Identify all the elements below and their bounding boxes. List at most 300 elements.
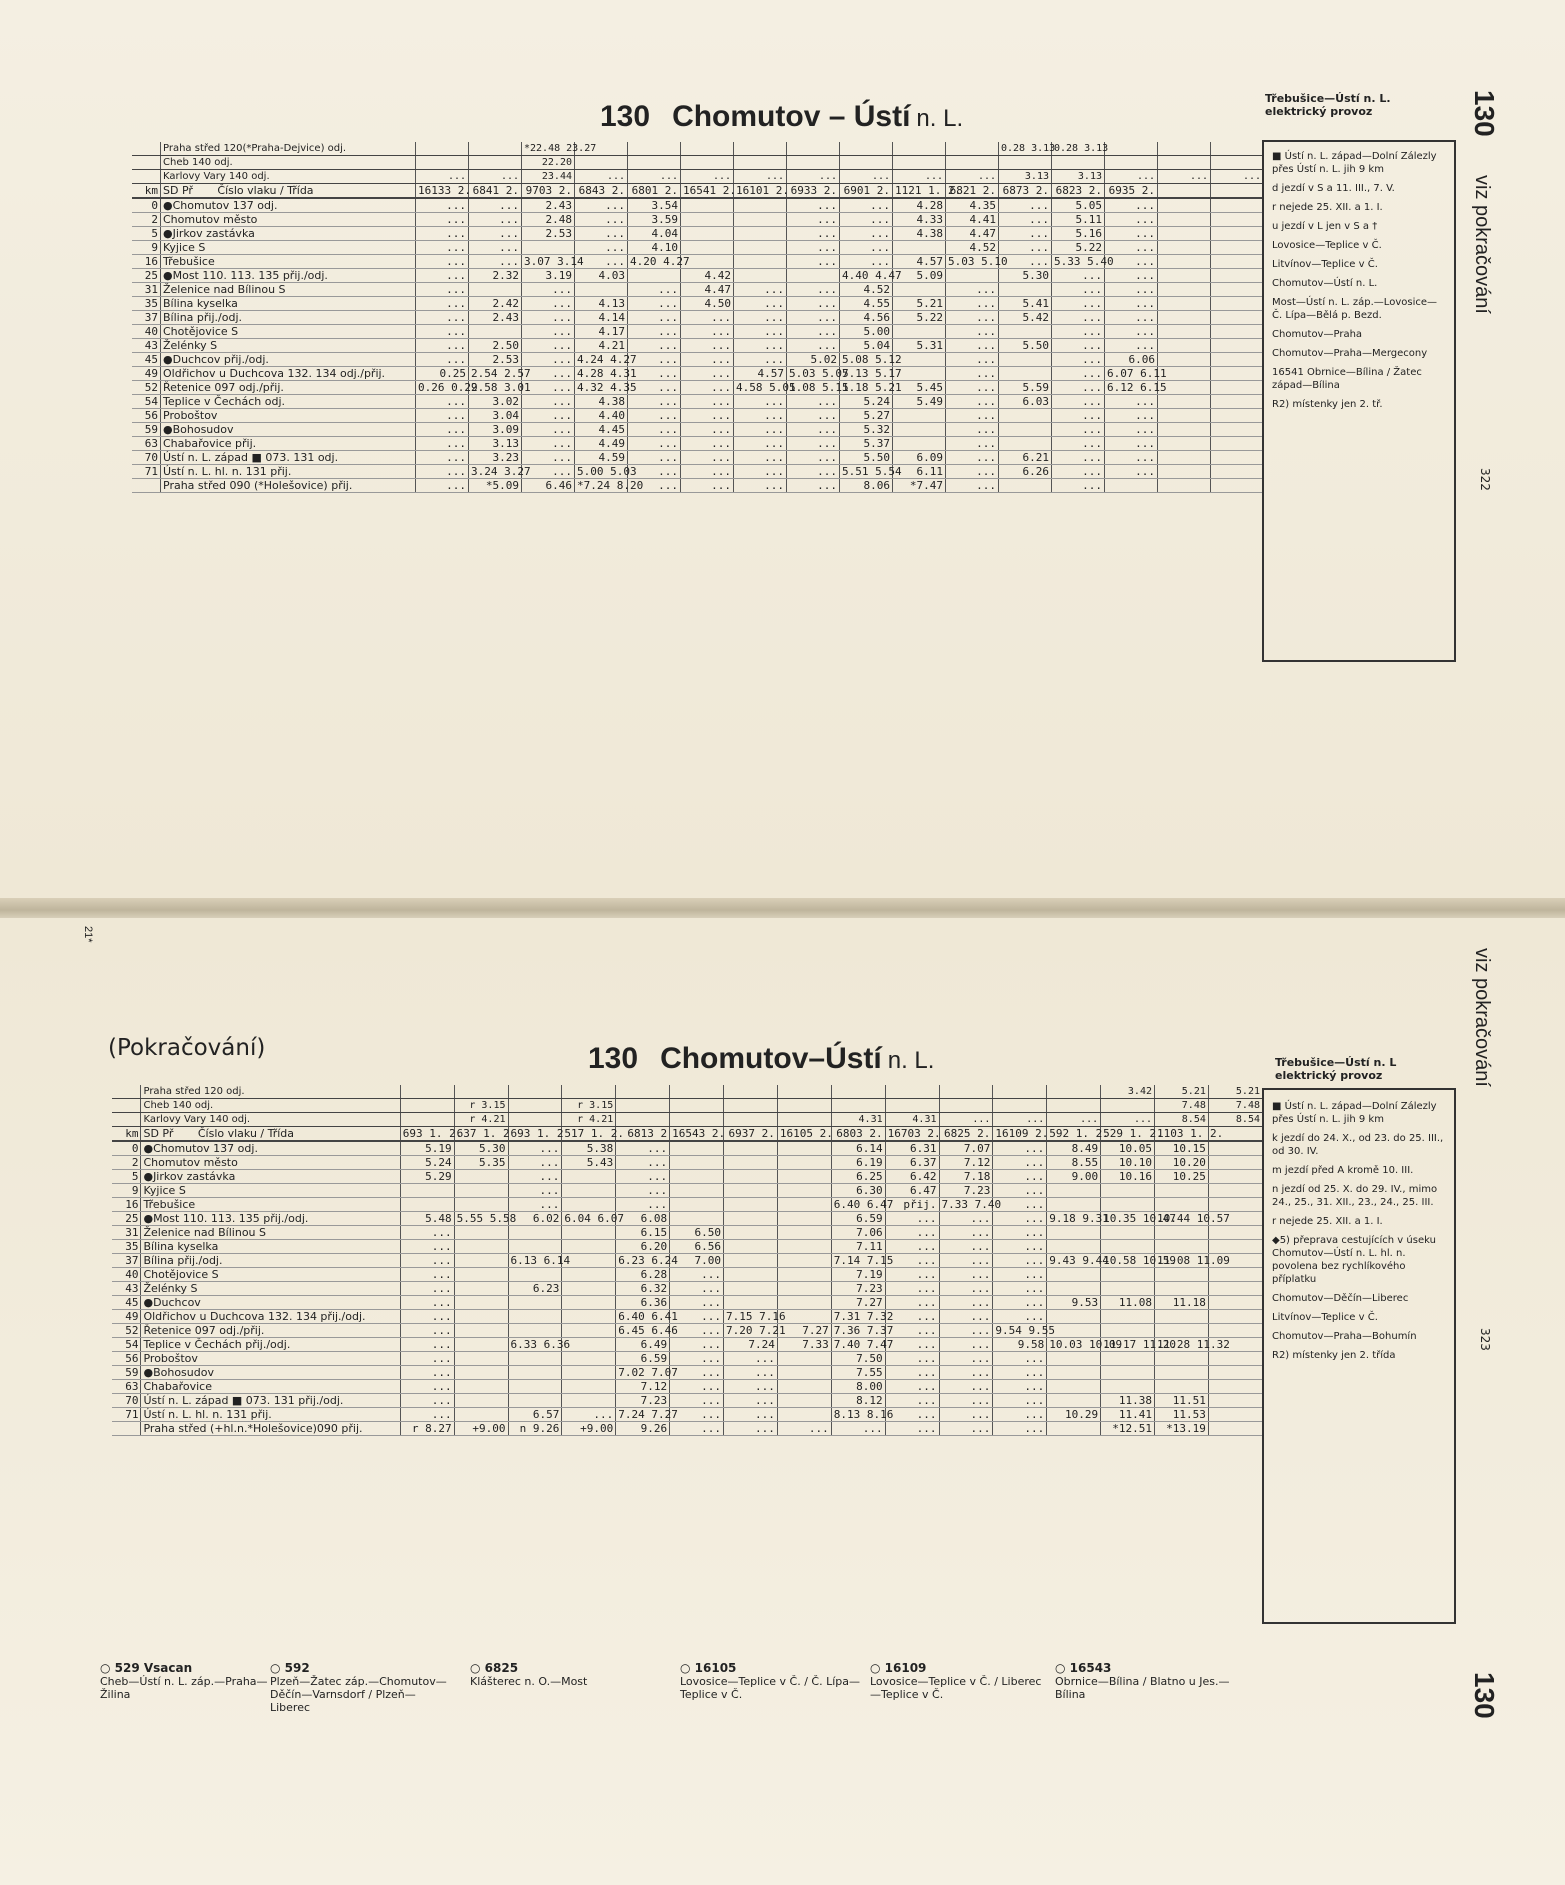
time-cell: ...	[734, 451, 787, 465]
time-cell	[1155, 1184, 1209, 1198]
time-cell	[999, 325, 1052, 339]
time-cell: 6843 2.	[575, 184, 628, 199]
table-row	[112, 1366, 1262, 1380]
time-cell: ...	[1052, 479, 1105, 493]
station-cell: Ústí n. L. hl. n. 131 přij.	[161, 465, 416, 479]
table-row	[132, 367, 1263, 381]
time-cell: ...	[416, 255, 469, 269]
time-cell	[1155, 1198, 1209, 1212]
time-cell: ...	[734, 479, 787, 493]
time-cell: ...	[681, 465, 734, 479]
time-cell	[681, 142, 734, 156]
time-cell: ...	[787, 255, 840, 269]
time-cell	[999, 423, 1052, 437]
time-cell: ...	[939, 1296, 993, 1310]
time-cell: ...	[993, 1113, 1047, 1127]
time-cell	[400, 1085, 454, 1099]
time-cell: ...	[885, 1282, 939, 1296]
time-cell: 5.22	[893, 311, 946, 325]
side-table-number: 130	[1469, 1672, 1500, 1719]
time-cell: ...	[416, 269, 469, 283]
time-cell	[616, 1099, 670, 1113]
note-item: ■ Ústí n. L. západ—Dolní Zálezly přes Ústí n. L. jih 9 km	[1272, 1101, 1437, 1125]
time-cell: ...	[1158, 170, 1211, 184]
time-cell: 6935 2.	[1105, 184, 1158, 199]
time-cell: ...	[522, 409, 575, 423]
time-cell	[1158, 479, 1211, 493]
time-cell: 10.10	[1101, 1156, 1155, 1170]
time-cell: 5.45	[893, 381, 946, 395]
time-cell: ...	[628, 451, 681, 465]
time-cell	[508, 1113, 562, 1127]
time-cell	[777, 1198, 831, 1212]
time-cell: ...	[946, 451, 999, 465]
time-cell: ...	[885, 1240, 939, 1254]
time-cell: ...	[993, 1310, 1047, 1324]
time-cell	[1155, 1352, 1209, 1366]
time-cell	[1211, 142, 1264, 156]
note-item: m jezdí před A kromě 10. III.	[1272, 1165, 1414, 1176]
time-cell	[999, 479, 1052, 493]
km-cell: 40	[112, 1268, 141, 1282]
time-cell: ...	[400, 1380, 454, 1394]
time-cell: ...	[416, 423, 469, 437]
time-cell: ...	[946, 423, 999, 437]
time-cell: ...	[575, 170, 628, 184]
time-cell: ...	[628, 311, 681, 325]
footnote-title: ○ 16543	[1055, 1661, 1112, 1675]
time-cell: ...	[946, 353, 999, 367]
station-cell: Chabařovice	[141, 1380, 400, 1394]
time-cell: ...	[416, 395, 469, 409]
time-cell	[508, 1324, 562, 1338]
km-cell: 49	[132, 367, 161, 381]
time-cell	[1158, 255, 1211, 269]
time-cell: 4.55	[840, 297, 893, 311]
time-cell: ...	[939, 1240, 993, 1254]
time-cell	[1101, 1268, 1155, 1282]
time-cell: ...	[1052, 325, 1105, 339]
time-cell: ...	[939, 1226, 993, 1240]
time-cell	[454, 1380, 508, 1394]
time-cell: 9.43 9.44	[1047, 1254, 1101, 1268]
time-cell: ...	[400, 1338, 454, 1352]
table-row	[132, 198, 1263, 213]
time-cell: ...	[681, 311, 734, 325]
corner-line: Třebušice—Ústí n. L	[1275, 1056, 1397, 1069]
time-cell	[670, 1099, 724, 1113]
time-cell: 5.18 5.21	[840, 381, 893, 395]
time-cell: 6.12 6.15	[1105, 381, 1158, 395]
table-row	[132, 227, 1263, 241]
table-row	[132, 156, 1263, 170]
time-cell: ...	[993, 1254, 1047, 1268]
time-cell	[454, 1226, 508, 1240]
time-cell: ...	[1105, 297, 1158, 311]
corner-line: elektrický provoz	[1265, 105, 1373, 118]
time-cell	[724, 1184, 778, 1198]
time-cell: ...	[787, 213, 840, 227]
time-cell: ...	[885, 1212, 939, 1226]
time-cell	[724, 1141, 778, 1156]
time-cell: ...	[681, 170, 734, 184]
footnote-item	[270, 1662, 450, 1714]
time-cell: 7.27	[831, 1296, 885, 1310]
km-cell: 35	[132, 297, 161, 311]
time-cell: ...	[522, 437, 575, 451]
time-cell: 10.16	[1101, 1170, 1155, 1184]
time-cell: *7.24 8.20	[575, 479, 628, 493]
station-cell: Bílina přij./odj.	[141, 1254, 400, 1268]
time-cell	[454, 1198, 508, 1212]
time-cell	[1105, 142, 1158, 156]
time-cell: 7.00	[670, 1254, 724, 1268]
table-row	[132, 297, 1263, 311]
km-cell: 2	[112, 1156, 141, 1170]
footnote-text: Obrnice—Bílina / Blatno u Jes.—Bílina	[1055, 1675, 1230, 1701]
time-cell: 4.35	[946, 198, 999, 213]
time-cell	[1047, 1282, 1101, 1296]
time-cell: ...	[522, 451, 575, 465]
time-cell: 6825 2.	[939, 1127, 993, 1142]
time-cell	[1211, 367, 1264, 381]
time-cell: ...	[840, 170, 893, 184]
time-cell: ...	[469, 170, 522, 184]
side-continuation-label: viz pokračování	[1471, 175, 1493, 314]
km-cell: 71	[132, 465, 161, 479]
time-cell: 6.59	[831, 1212, 885, 1226]
time-cell: ...	[734, 353, 787, 367]
time-cell: 6.49	[616, 1338, 670, 1352]
table-row	[112, 1394, 1262, 1408]
note-item: Chomutov—Ústí n. L.	[1272, 278, 1378, 289]
time-cell	[1155, 1324, 1209, 1338]
time-cell: 5.32	[840, 423, 893, 437]
time-cell: ...	[628, 395, 681, 409]
note-item: r nejede 25. XII. a 1. I.	[1272, 1216, 1383, 1227]
time-cell: 7.31 7.32	[831, 1310, 885, 1324]
time-cell: 4.10	[628, 241, 681, 255]
time-cell: ...	[840, 255, 893, 269]
time-cell: ...	[787, 451, 840, 465]
km-cell	[112, 1113, 141, 1127]
time-cell	[1211, 311, 1264, 325]
time-cell: ...	[939, 1324, 993, 1338]
table-number: 130	[600, 100, 651, 133]
time-cell	[777, 1282, 831, 1296]
electric-note-bottom	[1275, 1056, 1396, 1082]
time-cell	[777, 1268, 831, 1282]
time-cell	[454, 1254, 508, 1268]
time-cell: ...	[681, 423, 734, 437]
table-row	[132, 381, 1263, 395]
time-cell: ...	[522, 381, 575, 395]
time-cell: 6937 2.	[724, 1127, 778, 1142]
time-cell: ...	[1052, 465, 1105, 479]
time-cell: 11.18	[1155, 1296, 1209, 1310]
time-cell: ...	[1105, 465, 1158, 479]
time-cell: ...	[993, 1282, 1047, 1296]
time-cell	[1101, 1366, 1155, 1380]
time-cell: 9703 2.	[522, 184, 575, 199]
time-cell: ...	[993, 1268, 1047, 1282]
time-cell	[562, 1380, 616, 1394]
time-cell: 7.11	[831, 1240, 885, 1254]
table-row	[132, 269, 1263, 283]
time-cell	[724, 1254, 778, 1268]
time-cell: 6.07 6.11	[1105, 367, 1158, 381]
km-cell: 45	[112, 1296, 141, 1310]
footnote-text: Klášterec n. O.—Most	[470, 1675, 588, 1688]
table-number: 130	[588, 1042, 639, 1075]
station-cell: Chomutov město	[161, 213, 416, 227]
station-cell: Praha střed 090 (*Holešovice) přij.	[161, 479, 416, 493]
time-cell: ...	[670, 1422, 724, 1436]
time-cell: 6.42	[885, 1170, 939, 1184]
time-cell: ...	[946, 381, 999, 395]
time-cell: 10.20	[1155, 1156, 1209, 1170]
time-cell: ...	[416, 213, 469, 227]
time-cell	[1158, 437, 1211, 451]
time-cell: ...	[734, 325, 787, 339]
table-row	[132, 339, 1263, 353]
time-cell: 6.02	[508, 1212, 562, 1226]
time-cell: 2.53	[522, 227, 575, 241]
km-cell: 5	[112, 1170, 141, 1184]
time-cell	[734, 227, 787, 241]
time-cell	[562, 1296, 616, 1310]
time-cell	[777, 1394, 831, 1408]
time-cell: ...	[787, 297, 840, 311]
time-cell	[999, 353, 1052, 367]
time-cell	[1101, 1240, 1155, 1254]
km-cell: 9	[112, 1184, 141, 1198]
time-cell: ...	[1052, 437, 1105, 451]
time-cell: 7.48	[1155, 1099, 1209, 1113]
station-cell: ●Bohosudov	[161, 423, 416, 437]
time-cell	[416, 156, 469, 170]
time-cell: ...	[670, 1394, 724, 1408]
time-cell: ...	[522, 423, 575, 437]
time-cell: 0.28 3.13	[1052, 142, 1105, 156]
time-cell: 6.26	[999, 465, 1052, 479]
time-cell: ...	[993, 1352, 1047, 1366]
time-cell	[1208, 1352, 1262, 1366]
time-cell: přij.	[885, 1198, 939, 1212]
route-title: Chomutov – Ústí	[672, 100, 911, 133]
time-cell: ...	[1052, 283, 1105, 297]
time-cell: 16541 2.	[681, 184, 734, 199]
time-cell	[724, 1085, 778, 1099]
time-cell: 16703 2.	[885, 1127, 939, 1142]
time-cell	[454, 1184, 508, 1198]
station-cell: Třebušice	[161, 255, 416, 269]
time-cell: 6.11	[893, 465, 946, 479]
time-cell: ...	[734, 311, 787, 325]
time-cell: ...	[575, 255, 628, 269]
time-cell	[1208, 1170, 1262, 1184]
time-cell	[1208, 1141, 1262, 1156]
time-cell: ...	[1052, 395, 1105, 409]
time-cell: 4.28 4.31	[575, 367, 628, 381]
time-cell: 8.54	[1208, 1113, 1262, 1127]
time-cell: 10.25	[1155, 1170, 1209, 1184]
time-cell: 3.13	[1052, 170, 1105, 184]
km-cell: 70	[132, 451, 161, 465]
time-cell: 7.27	[777, 1324, 831, 1338]
time-cell: 5.19	[400, 1141, 454, 1156]
time-cell	[1047, 1240, 1101, 1254]
station-cell: Kyjice S	[161, 241, 416, 255]
time-cell: 7.24	[724, 1338, 778, 1352]
time-cell: 3.02	[469, 395, 522, 409]
time-cell: ...	[522, 311, 575, 325]
time-cell	[1158, 465, 1211, 479]
time-cell: ...	[628, 409, 681, 423]
time-cell: 16105 2.	[777, 1127, 831, 1142]
time-cell	[1208, 1240, 1262, 1254]
time-cell	[885, 1085, 939, 1099]
time-cell: ...	[522, 325, 575, 339]
table-row	[112, 1324, 1262, 1338]
time-cell: ...	[1052, 409, 1105, 423]
time-cell	[670, 1198, 724, 1212]
time-cell	[628, 156, 681, 170]
time-cell	[522, 241, 575, 255]
time-cell: ...	[508, 1198, 562, 1212]
time-cell: ...	[840, 213, 893, 227]
time-cell: ...	[1105, 409, 1158, 423]
time-cell: 4.03	[575, 269, 628, 283]
time-cell: ...	[616, 1170, 670, 1184]
gutter-mark: 21*	[82, 926, 94, 943]
time-cell	[734, 142, 787, 156]
time-cell: 9.00	[1047, 1170, 1101, 1184]
time-cell	[724, 1113, 778, 1127]
time-cell	[999, 437, 1052, 451]
time-cell	[724, 1198, 778, 1212]
time-cell: 5.16	[1052, 227, 1105, 241]
time-cell: 5.59	[999, 381, 1052, 395]
km-cell	[112, 1085, 141, 1099]
time-cell: ...	[628, 437, 681, 451]
station-cell: Řetenice 097 odj./přij.	[141, 1324, 400, 1338]
time-cell: ...	[946, 465, 999, 479]
time-cell: 2.53	[469, 353, 522, 367]
time-cell: 6.04 6.07	[562, 1212, 616, 1226]
time-cell	[1105, 156, 1158, 170]
time-cell: ...	[787, 283, 840, 297]
km-cell: 0	[112, 1141, 141, 1156]
time-cell: ...	[1105, 395, 1158, 409]
time-cell	[562, 1352, 616, 1366]
station-cell: Praha střed 120 odj.	[141, 1085, 400, 1099]
time-cell	[1155, 1380, 1209, 1394]
time-cell	[508, 1380, 562, 1394]
time-cell: ...	[999, 198, 1052, 213]
time-cell: ...	[1105, 255, 1158, 269]
time-cell: ...	[946, 479, 999, 493]
km-cell	[112, 1099, 141, 1113]
time-cell: ...	[522, 395, 575, 409]
table-row	[112, 1282, 1262, 1296]
km-cell: 43	[112, 1282, 141, 1296]
time-cell	[469, 325, 522, 339]
time-cell: ...	[787, 479, 840, 493]
time-cell: 4.52	[840, 283, 893, 297]
time-cell	[724, 1212, 778, 1226]
time-cell: ...	[734, 437, 787, 451]
footnote-text: Plzeň—Žatec záp.—Chomutov—Děčín—Varnsdorf / Plzeň—Liberec	[270, 1675, 447, 1714]
time-cell: 2.54 2.57	[469, 367, 522, 381]
time-cell	[777, 1184, 831, 1198]
time-cell: 9.58	[993, 1338, 1047, 1352]
time-cell: 8.12	[831, 1394, 885, 1408]
time-cell: 6.33 6.36	[508, 1338, 562, 1352]
time-cell: 16109 2.	[993, 1127, 1047, 1142]
time-cell: 3.07 3.14	[522, 255, 575, 269]
time-cell: 2.50	[469, 339, 522, 353]
time-cell: ...	[562, 1408, 616, 1422]
time-cell	[1158, 283, 1211, 297]
time-cell: ...	[400, 1226, 454, 1240]
time-cell: 5.11	[1052, 213, 1105, 227]
corner-line: elektrický provoz	[1275, 1069, 1383, 1082]
time-cell: ...	[939, 1113, 993, 1127]
time-cell: 10.58 10.59	[1101, 1254, 1155, 1268]
time-cell: 6.23	[508, 1282, 562, 1296]
time-cell	[562, 1282, 616, 1296]
time-cell: ...	[400, 1394, 454, 1408]
table-row	[132, 241, 1263, 255]
time-cell	[1211, 156, 1264, 170]
time-cell: 6.40 6.47	[831, 1198, 885, 1212]
time-cell	[681, 156, 734, 170]
time-cell: ...	[939, 1366, 993, 1380]
time-cell: 7.40 7.47	[831, 1338, 885, 1352]
time-cell: 637 1. 2	[454, 1127, 508, 1142]
time-cell	[1208, 1422, 1262, 1436]
time-cell: ...	[939, 1338, 993, 1352]
time-cell	[1047, 1268, 1101, 1282]
timetable-header-top	[600, 100, 963, 134]
time-cell: ...	[885, 1254, 939, 1268]
time-cell: ...	[1105, 339, 1158, 353]
time-cell: 6803 2.	[831, 1127, 885, 1142]
time-cell: ...	[939, 1268, 993, 1282]
km-cell: 71	[112, 1408, 141, 1422]
footnote-text: Lovosice—Teplice v Č. / Liberec—Teplice v Č.	[870, 1675, 1042, 1701]
time-cell: 7.33 7.40	[939, 1198, 993, 1212]
time-cell	[777, 1366, 831, 1380]
time-cell	[1211, 423, 1264, 437]
time-cell: 6.30	[831, 1184, 885, 1198]
time-cell: 7.20 7.21	[724, 1324, 778, 1338]
station-cell: ●Jirkov zastávka	[141, 1170, 400, 1184]
station-cell: ●Chomutov 137 odj.	[141, 1141, 400, 1156]
time-cell: 6933 2.	[787, 184, 840, 199]
time-cell: ...	[681, 381, 734, 395]
time-cell: ...	[939, 1254, 993, 1268]
time-cell	[1047, 1366, 1101, 1380]
time-cell: 3.09	[469, 423, 522, 437]
time-cell: 4.42	[681, 269, 734, 283]
time-cell	[1158, 241, 1211, 255]
time-cell	[575, 156, 628, 170]
station-cell: Praha střed 120(*Praha-Dejvice) odj.	[161, 142, 416, 156]
time-cell: 7.06	[831, 1226, 885, 1240]
time-cell	[1158, 451, 1211, 465]
